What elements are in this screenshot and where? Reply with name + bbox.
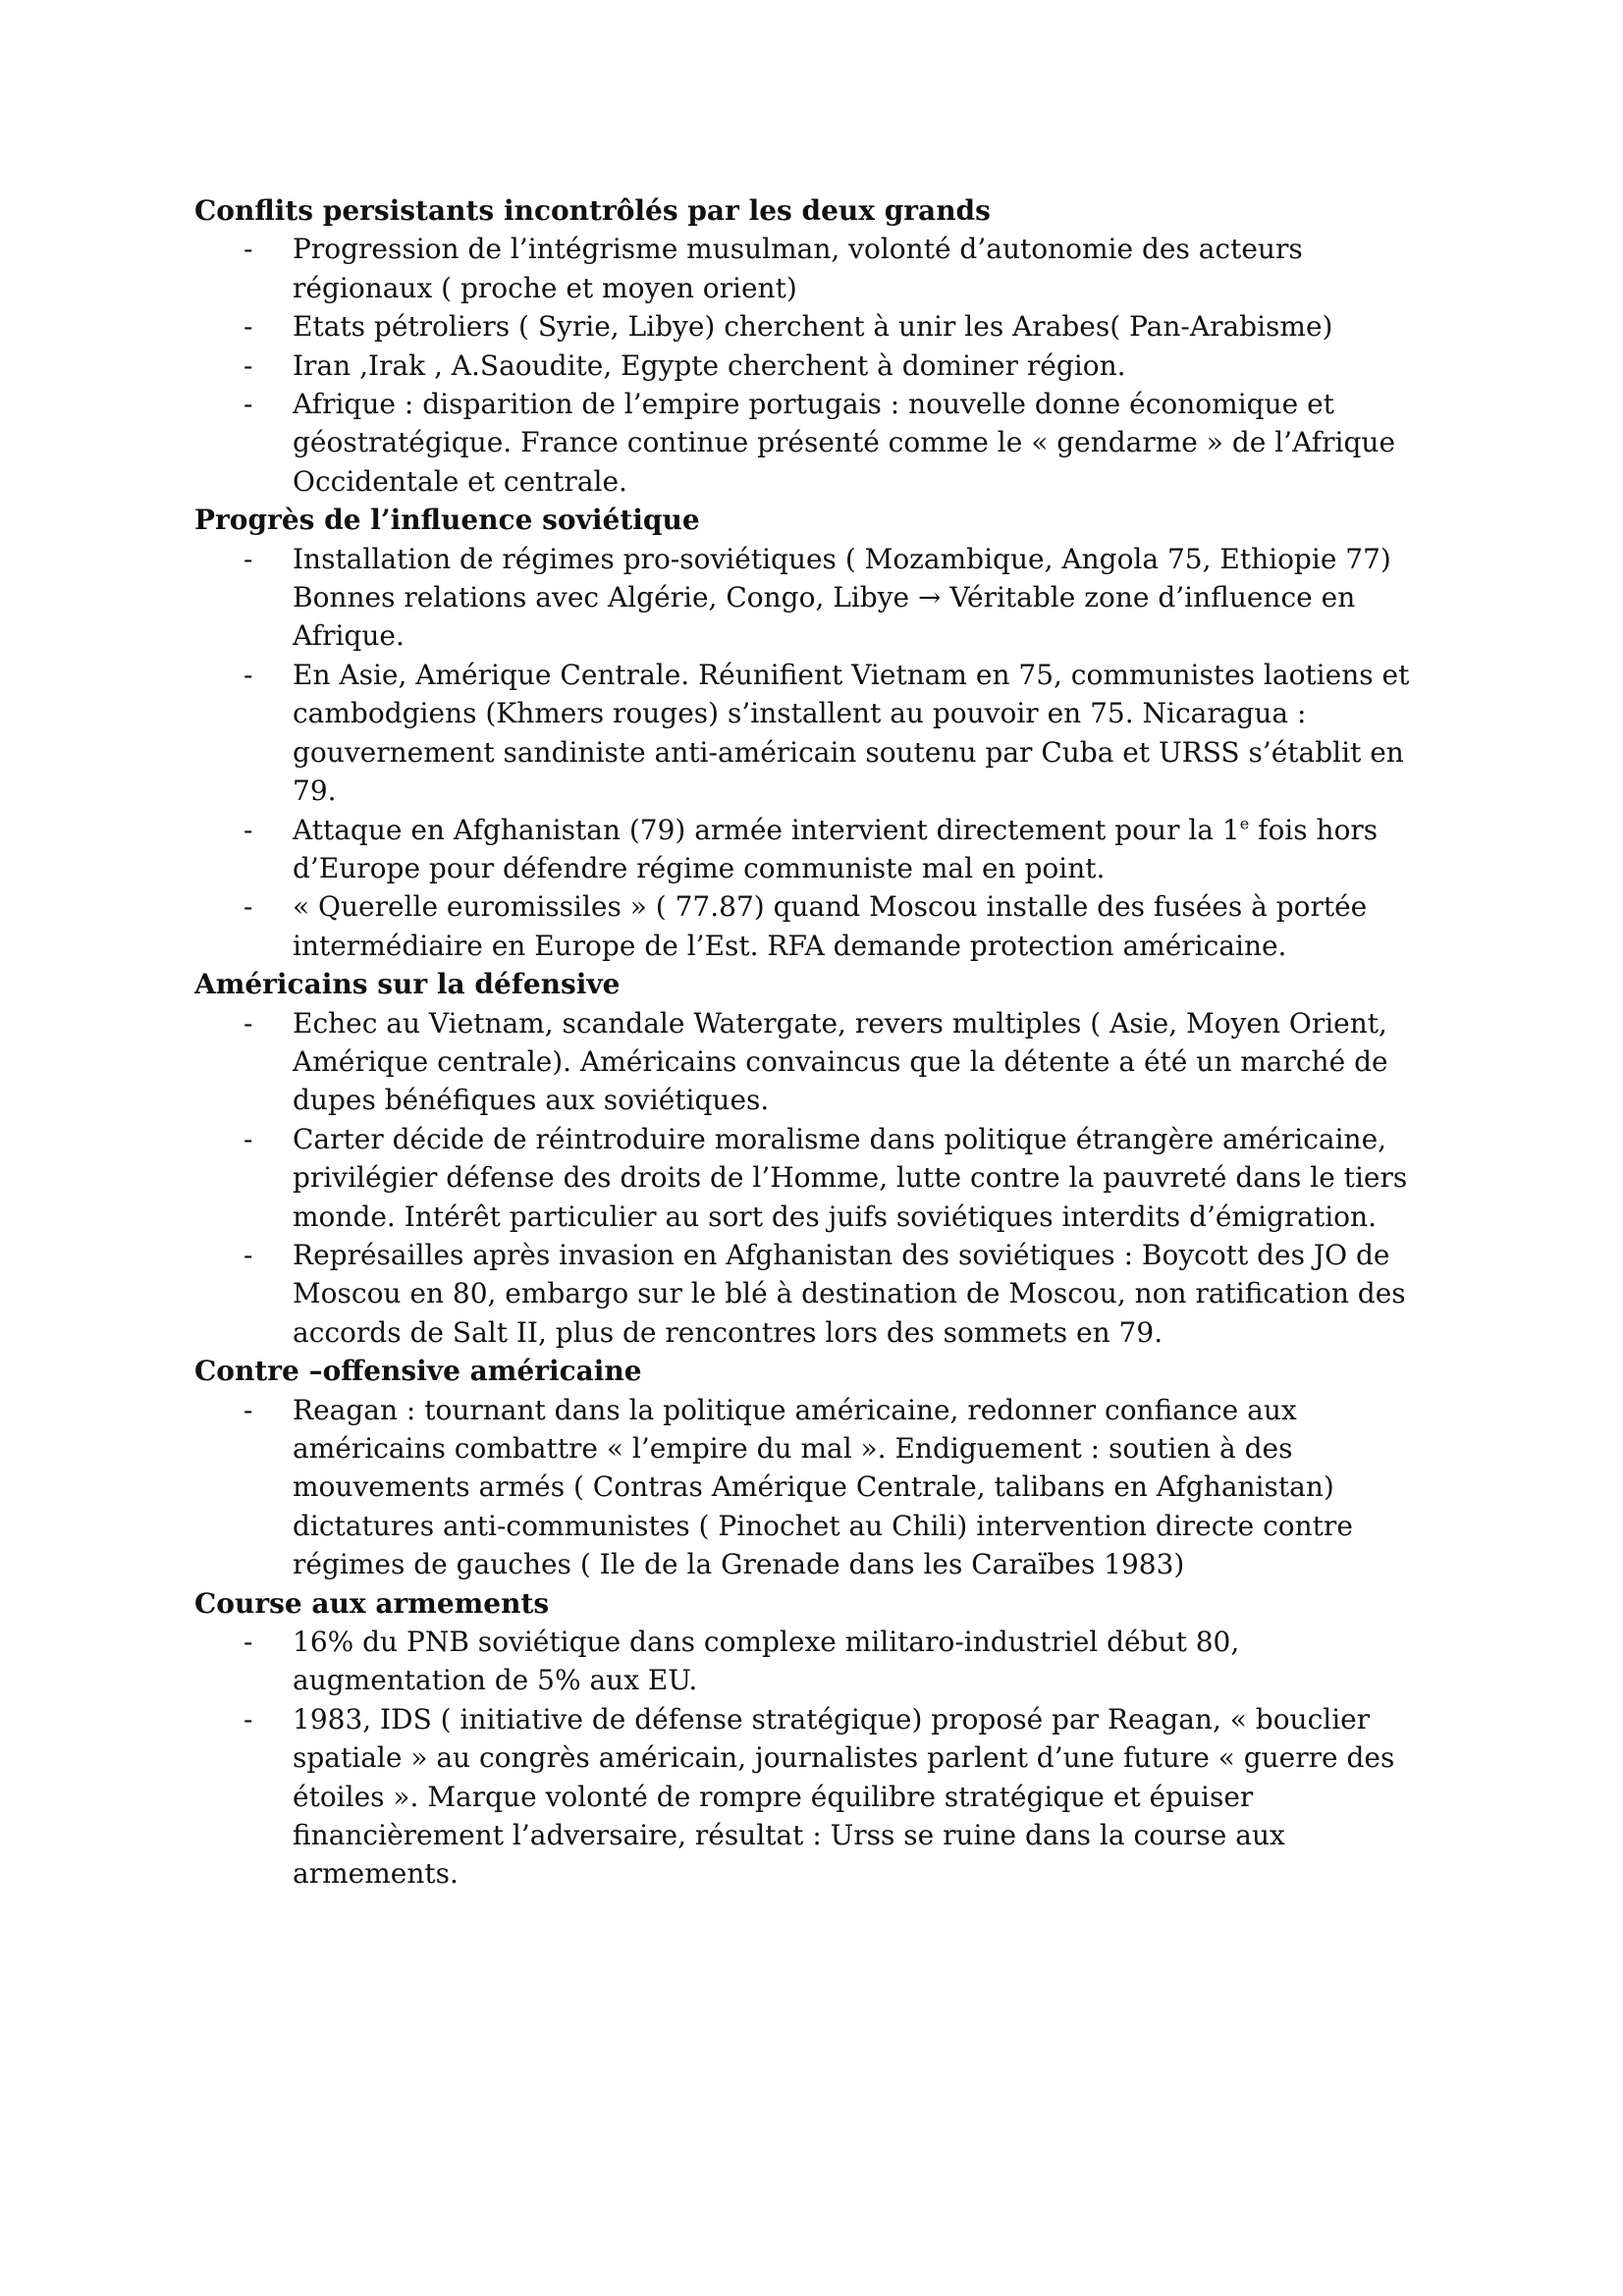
list-item [194, 230, 1432, 307]
list-item-text: Reagan : tournant dans la politique américaine, redonner confiance aux américains combattre « l’empire du mal ». Endiguement : soutien à des mouvements armés ( Contras Amérique Centrale, talibans en Afghanistan) dictatures anti-communistes ( Pinochet au Chili) intervention directe contre régimes de gauches ( Ile de la Grenade dans les Caraïbes 1983) [293, 1393, 1353, 1581]
list-item-text: En Asie, Amérique Centrale. Réunifient Vietnam en 75, communistes laotiens et cambodgiens (Khmers rouges) s’installent au pouvoir en 75. Nicaragua : gouvernement sandiniste anti-américain soutenu par Cuba et URSS s’établit en 79. [293, 658, 1410, 808]
dash-bullet: - [243, 542, 253, 575]
section-conflits [194, 191, 1432, 501]
dash-bullet: - [243, 890, 253, 924]
section-heading: Américains sur la défensive [194, 968, 621, 1001]
superscript-ordinal: e [1239, 814, 1250, 833]
list-item-text-end: fois hors d’Europe pour défendre régime communiste mal en point. [293, 813, 1379, 884]
list-item [194, 385, 1432, 501]
section-heading: Progrès de l’influence soviétique [194, 504, 700, 537]
dash-bullet: - [243, 1238, 253, 1271]
dash-bullet: - [243, 813, 253, 846]
list-item-text: « Querelle euromissiles » ( 77.87) quand Moscou installe des fusées à portée intermédiaire en Europe de l’Est. RFA demande protection américaine. [293, 890, 1368, 962]
section-influence-sovietique [194, 501, 1432, 965]
bullet-list [194, 1623, 1432, 1894]
section-course-armements [194, 1584, 1432, 1894]
list-item-text: Etats pétroliers ( Syrie, Libye) cherchent à unir les Arabes( Pan-Arabisme) [293, 310, 1333, 344]
list-item [194, 656, 1432, 811]
list-item [194, 1391, 1432, 1584]
bullet-list [194, 1004, 1432, 1353]
bullet-list [194, 540, 1432, 965]
list-item [194, 347, 1432, 385]
dash-bullet: - [243, 1626, 253, 1659]
list-item [194, 1700, 1432, 1894]
dash-bullet: - [243, 388, 253, 421]
list-item [194, 811, 1432, 888]
list-item [194, 540, 1432, 656]
list-item-text: 1983, IDS ( initiative de défense stratégique) proposé par Reagan, « bouclier spatiale » au congrès américain, journalistes parlent d’une future « guerre des étoiles ». Marque volonté de rompre équilibre stratégique et épuiser financièrement l’adversaire, résultat : Urss se ruine dans la course aux armements. [293, 1702, 1395, 1891]
dash-bullet: - [243, 310, 253, 344]
list-item-text: 16% du PNB soviétique dans complexe militaro-industriel début 80, augmentation de 5% aux EU. [293, 1626, 1240, 1697]
list-item [194, 887, 1432, 965]
list-item [194, 307, 1432, 346]
list-item-text: Iran ,Irak , A.Saoudite, Egypte cherchent à dominer région. [293, 348, 1126, 382]
list-item-text: Progression de l’intégrisme musulman, volonté d’autonomie des acteurs régionaux ( proche et moyen orient) [293, 233, 1303, 304]
list-item-text: Carter décide de réintroduire moralisme dans politique étrangère américaine, privilégier défense des droits de l’Homme, lutte contre la pauvreté dans le tiers monde. Intérêt particulier au sort des juifs soviétiques interdits d’émigration. [293, 1122, 1408, 1233]
dash-bullet: - [243, 1122, 253, 1155]
list-item [194, 1236, 1432, 1352]
bullet-list [194, 230, 1432, 501]
document-page [194, 191, 1432, 1894]
list-item-text: Echec au Vietnam, scandale Watergate, revers multiples ( Asie, Moyen Orient, Amérique centrale). Américains convaincus que la détente a été un marché de dupes bénéfiques aux soviétiques. [293, 1006, 1388, 1117]
dash-bullet: - [243, 658, 253, 691]
bullet-list [194, 1391, 1432, 1584]
list-item [194, 1623, 1432, 1700]
section-americains-defensive [194, 965, 1432, 1352]
dash-bullet: - [243, 1006, 253, 1040]
section-heading: Contre –offensive américaine [194, 1355, 642, 1388]
list-item-text: Représailles après invasion en Afghanistan des soviétiques : Boycott des JO de Moscou en 80, embargo sur le blé à destination de Moscou, non ratification des accords de Salt II, plus de rencontres lors des sommets en 79. [293, 1238, 1406, 1349]
list-item [194, 1120, 1432, 1236]
dash-bullet: - [243, 348, 253, 382]
section-heading: Conflits persistants incontrôlés par les deux grands [194, 194, 991, 227]
list-item-text-start: Attaque en Afghanistan (79) armée intervient directement pour la 1 [293, 813, 1240, 846]
list-item [194, 1004, 1432, 1120]
list-item-text: Installation de régimes pro-soviétiques ( Mozambique, Angola 75, Ethiopie 77) Bonnes relations avec Algérie, Congo, Libye → Véritable zone d’influence en Afrique. [293, 542, 1391, 653]
dash-bullet: - [243, 1702, 253, 1735]
section-heading: Course aux armements [194, 1586, 550, 1620]
list-item-text: Afrique : disparition de l’empire portugais : nouvelle donne économique et géostratégique. France continue présenté comme le « gendarme » de l’Afrique Occidentale et centrale. [293, 388, 1396, 498]
dash-bullet: - [243, 233, 253, 266]
section-contre-offensive [194, 1352, 1432, 1583]
dash-bullet: - [243, 1393, 253, 1426]
